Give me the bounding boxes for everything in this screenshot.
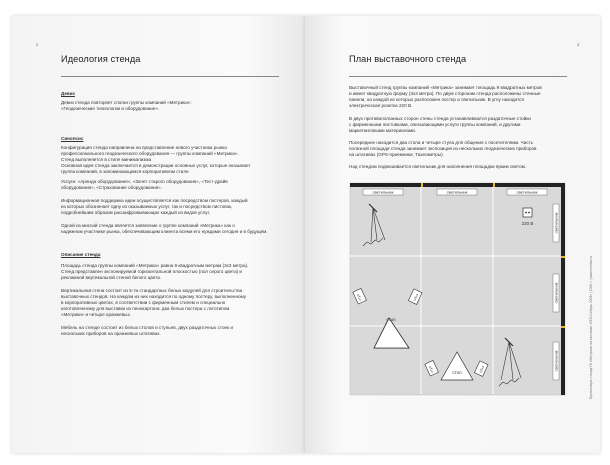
lamp-label: светильник xyxy=(553,282,559,304)
synopsis-paragraph: Услуги: «Аренда оборудования», «Зачет старого оборудования», «Тест-драйв оборудования», «Страхование оборудования». xyxy=(61,179,228,191)
brochure-spread xyxy=(12,16,600,453)
lamp-label: светильник xyxy=(446,189,468,195)
socket-icon xyxy=(525,212,527,214)
chair-label: стул xyxy=(412,293,420,302)
right-page xyxy=(305,16,600,453)
left-page xyxy=(12,16,305,453)
lamp-label: светильник xyxy=(553,350,559,372)
accent-strip xyxy=(493,183,495,187)
page-number: 3 xyxy=(577,42,580,47)
accent-strip xyxy=(421,183,423,187)
plan-paragraph: Выставочный стенд группы компаний «Метрика» занимает площадь 9 квадратных метров и имеет квадратную форму (3x3 метра). По двум сторонам стенда расположены стенные панели, на каждой из которых расположен постер и светильник. В углу находится электрическая розетка 220 В. xyxy=(349,85,542,109)
synopsis-paragraph: Одной из миссий стенда является заявление о группе компаний «Метрика» как о надежном участнике рынка, обеспечивающим клиента всеми его нуждами сегодня и в будущем. xyxy=(61,223,268,235)
motto-text: Девиз стенда повторяет слоган группы компаний «Метрика»: «Геодезические технологии и оборудование». xyxy=(61,100,192,112)
description-paragraph: Мебель на стенде состоит из белых столов и стульев, двух раздаточных стоек и нескольких приборов на оранжевых штативах. xyxy=(61,325,233,337)
table-label: стол xyxy=(452,370,462,375)
right-wall xyxy=(561,183,565,395)
stand-floor-plan xyxy=(349,182,566,396)
page-title: План выставочного стенда xyxy=(349,54,467,64)
side-caption: Презентация стенда ГК «Метрика» на выставке «ГЕО-Сибирь 2009» | 2009 г. | www.metrika.ru xyxy=(589,256,593,400)
table-label: стол xyxy=(386,317,396,322)
title-rule xyxy=(349,76,567,77)
chair-label: стул xyxy=(478,365,486,374)
chair-label: стул xyxy=(427,365,435,374)
accent-strip xyxy=(561,326,565,328)
accent-strip xyxy=(561,256,565,258)
socket-icon xyxy=(528,212,530,214)
plan-paragraph: В двух противоположных сторон стены стенда устанавливаются раздаточные стойки с фирменными листовками, описывающими услуги группы компаний, и другими маркетинговыми материалами. xyxy=(349,116,531,134)
title-rule xyxy=(61,76,279,77)
motto-heading: Девиз xyxy=(61,91,75,96)
plan-paragraph: Посередине находится два стола и четыре стула для общения с посетителями. Часть полезной площади стенда занимает экспозиция из нескольких геодезических приборов на штативах (GPS-приемники, Тахеометры). xyxy=(349,140,537,158)
lamp-label: светильник xyxy=(553,212,559,234)
description-paragraph: Площадь стенда группы компаний «Метрика» равна 9 квадратным метрам (3x3 метра). Стенд представлен экспонируемой горизонтальной плоскостью (пол серого цвета) и рекламной вертикальной стеной белого цвета. xyxy=(61,263,249,281)
synopsis-paragraph: Информационная поддержка идеи осуществляется как посредством постеров, каждый из которых обозначает одну из оказываемых услуг, так и посредством листовок, подробнейшим образом расшифровывающих каждый из видов услуг. xyxy=(61,198,248,216)
description-paragraph: Вертикальная стена состоит из 5-ти стандартных белых модулей для строительства выставочных стендов. На каждом из них находится по одному постеру, выполненному в корпоративных цветах, в соответствии с фирменным стилем и специально изготовленному для выставки из пенокартона: два белых постера с логотипом «Метрики» и четыре оранжевых. xyxy=(61,288,247,318)
description-heading: Описание стенда xyxy=(61,252,101,257)
synopsis-paragraph: Конфигурация стенда направлена на представление нового участника рынка профессионального геодезического оборудования — группы компаний «Метрика». Стенд выполняется в стиле минимализма Основная идея стенда заключается в демонстрации основных услуг, которые оказывает группа компаний, в запоминающемся корпоративном стиле. xyxy=(61,145,251,175)
page-title: Идеология стенда xyxy=(61,54,141,64)
socket-icon xyxy=(523,208,532,217)
socket-label: 220 В xyxy=(521,221,534,226)
plan-paragraph: Над стендом подвешивается светильник для наполнения площадки ярким светом. xyxy=(349,164,527,169)
lamp-label: светильник xyxy=(516,189,538,195)
chair-label: стул xyxy=(355,293,363,302)
page-number: 2 xyxy=(36,42,39,47)
top-wall xyxy=(350,183,565,187)
synopsis-heading: Синопсис xyxy=(61,136,84,141)
lamp-label: светильник xyxy=(372,189,394,195)
